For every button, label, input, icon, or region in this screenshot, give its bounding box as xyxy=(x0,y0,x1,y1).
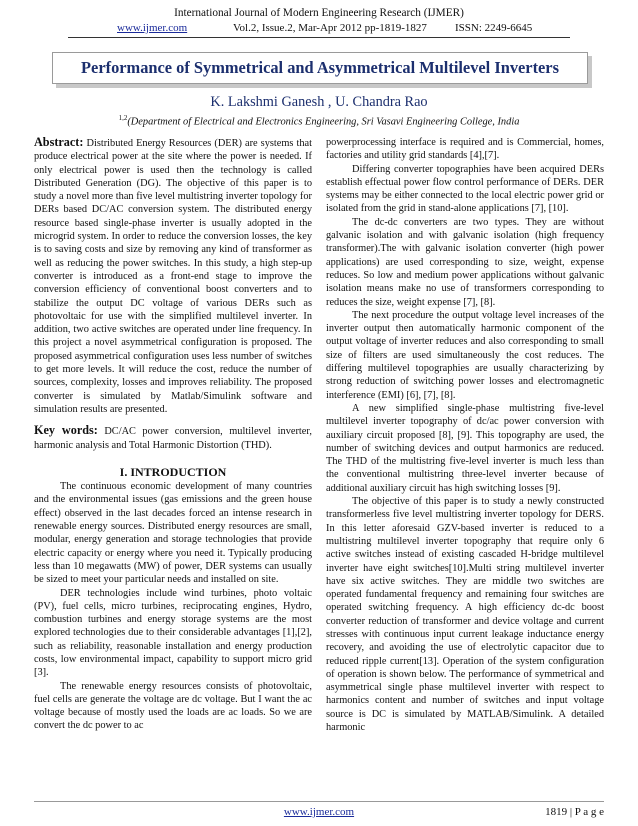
abstract-text: Distributed Energy Resources (DER) are systems that produce electrical power at the site where the power is needed. If only electrical power is used then the technology is called Distributed Generation (DG). The objective of this paper is to study a novel more than five level multistring inverter topology for DERs based DC/AC conversion system. The distributed energy resource based single-phase inverter is usually adopted in the microgrid system. In order to reduce the conversion losses, the key is to saving costs and size by removing any kind of transformer as well as reducing the power switches. In this study, a high step-up converter is introduced as a front-end stage to improve the conversion efficiency of conventional boost converters and to stabilize the output DC voltage of various DERs such as photovoltaic for use with the simplified multilevel inverter. In addition, two active switches are operated under line frequency. In this project a novel asymmetrical configuration is proposed. The proposed asymmetrical configuration uses less number of switches to get more levels. It will reduce the cost, reduce the number of sources, complexity, losses and improves reliability. The proposed converter is simulated by Matlab/Simulink software and simulation results are presented. xyxy=(34,138,312,415)
affiliation-text: (Department of Electrical and Electronics Engineering, Sri Vasavi Engineering College, India xyxy=(127,116,520,128)
authors: K. Lakshmi Ganesh , U. Chandra Rao xyxy=(210,94,428,110)
paper-title: Performance of Symmetrical and Asymmetrical Multilevel Inverters xyxy=(81,58,559,77)
keywords xyxy=(34,424,312,452)
right-column xyxy=(326,136,604,734)
paragraph: The continuous economic development of many countries and the environmental issues (gas emissions and the green house effect) observed in the last decades forced an intense research in renewable energy sources. Distributed energy resources are small, modular, energy generation and storage technologies that provide electric capacity or energy where you need it. Typically producing less than 10 megawatts (MW) of power, DER systems can usually be sized to meet your particular needs and installed on site. xyxy=(34,481,312,586)
header-volume: Vol.2, Issue.2, Mar-Apr 2012 pp-1819-1827 xyxy=(233,22,427,34)
header-divider xyxy=(68,37,570,38)
paragraph: The next procedure the output voltage level increases of the inverter output then automatically harmonic component of the output voltage of inverter reduces and also corresponding to small size of filters are used simultaneously the cost reduces. The differing multilevel topographies are usually characterizing by strong reduction of switching power losses and electromagnetic interference (EMI) [6], [7], [8]. xyxy=(326,309,604,401)
affiliation xyxy=(0,112,638,128)
page-number: 1819 | P a g e xyxy=(545,806,604,818)
paragraph: DER technologies include wind turbines, photo voltaic (PV), fuel cells, micro turbines, reciprocating engines, Hydro, combustion turbines and energy storage systems are the most explored technologies due to their considerable advantages [1],[2], such as reliability, reasonable installation and energy production costs, low environmental impact, capability to support micro grid [3]. xyxy=(34,587,312,679)
paragraph: powerprocessing interface is required and is Commercial, homes, factories and utility grid standards [4],[7]. xyxy=(326,137,604,162)
footer-url-link[interactable]: www.ijmer.com xyxy=(283,806,355,818)
journal-name: International Journal of Modern Engineering Research (IJMER) xyxy=(174,7,464,19)
section-heading: I. INTRODUCTION xyxy=(119,464,227,479)
abstract-label: Abstract: xyxy=(34,135,84,149)
paragraph: A new simplified single-phase multistring five-level multilevel inverter topography of dc/ac power conversion with auxiliary circuit proposed [8], [9]. This topography are used, the number of switching devices and output harmonics are reduced. The THD of the multistring five-level inverter is much less than the conventional multistring three-level inverter because of additional auxiliary circuit has high switching losses [9]. xyxy=(326,402,604,494)
keywords-text: DC/AC power conversion, multilevel inverter, harmonic analysis and Total Harmonic Distortion (THD). xyxy=(34,426,312,451)
header-url-link[interactable]: www.ijmer.com xyxy=(117,22,188,34)
paragraph: The objective of this paper is to study a newly constructed transformerless five level multistring inverter topology for DERS. In this letter aforesaid GZV-based inverter is reduced to a multistring multilevel inverter topography that require only 6 active switches instead of existing cascaded H-bridge multilevel inverter have eight switches[10].Multi string multilevel inverter have six active switches. They are middle two switches are operated fundamental frequency and remaining four switches are operated switching frequency. A high efficiency dc-dc boost converter reduction of transformer and device voltage and current stresses with continuous input current leakage inductance energy recovery, and avoiding the use of electrolytic capacitor due to reduced ripple current[13]. Operation of the system configuration of operation is shown below. The performance of symmetrical and asymmetrical single phase multilevel inverter with respect to harmonics content and number of switches and input voltage source is DC is simulated by MATLAB/Simulink. A detailed harmonic xyxy=(326,496,604,734)
header-issn: ISSN: 2249-6645 xyxy=(455,22,533,34)
affiliation-superscript: 1,2 xyxy=(118,114,128,122)
paragraph: The dc-dc converters are two types. They are without galvanic isolation and with galvanic isolation (high frequency transformer).The with galvanic isolation converter (high power applications) are used corresponding to size, weight, expense reduces. So low and medium power applications without galvanic isolation means make no use of transformers corresponding to reduces the size, weight expense [7], [8]. xyxy=(326,216,604,308)
abstract xyxy=(34,136,312,416)
paragraph: Differing converter topographies have been acquired DERs establish effectual power flow control performance of DERs. DER systems may be either connected to the local electric power grid or isolated from the grid in stand-alone applications [7], [10]. xyxy=(326,163,604,215)
left-column xyxy=(34,136,312,733)
keywords-label: Key words: xyxy=(34,423,98,438)
footer-divider xyxy=(34,801,604,802)
paragraph: The renewable energy resources consists of photovoltaic, fuel cells are generate the voltage are dc voltage. But I want the ac voltage because of mostly used the loads are ac loads. So we are convert the dc power to ac xyxy=(34,680,312,732)
